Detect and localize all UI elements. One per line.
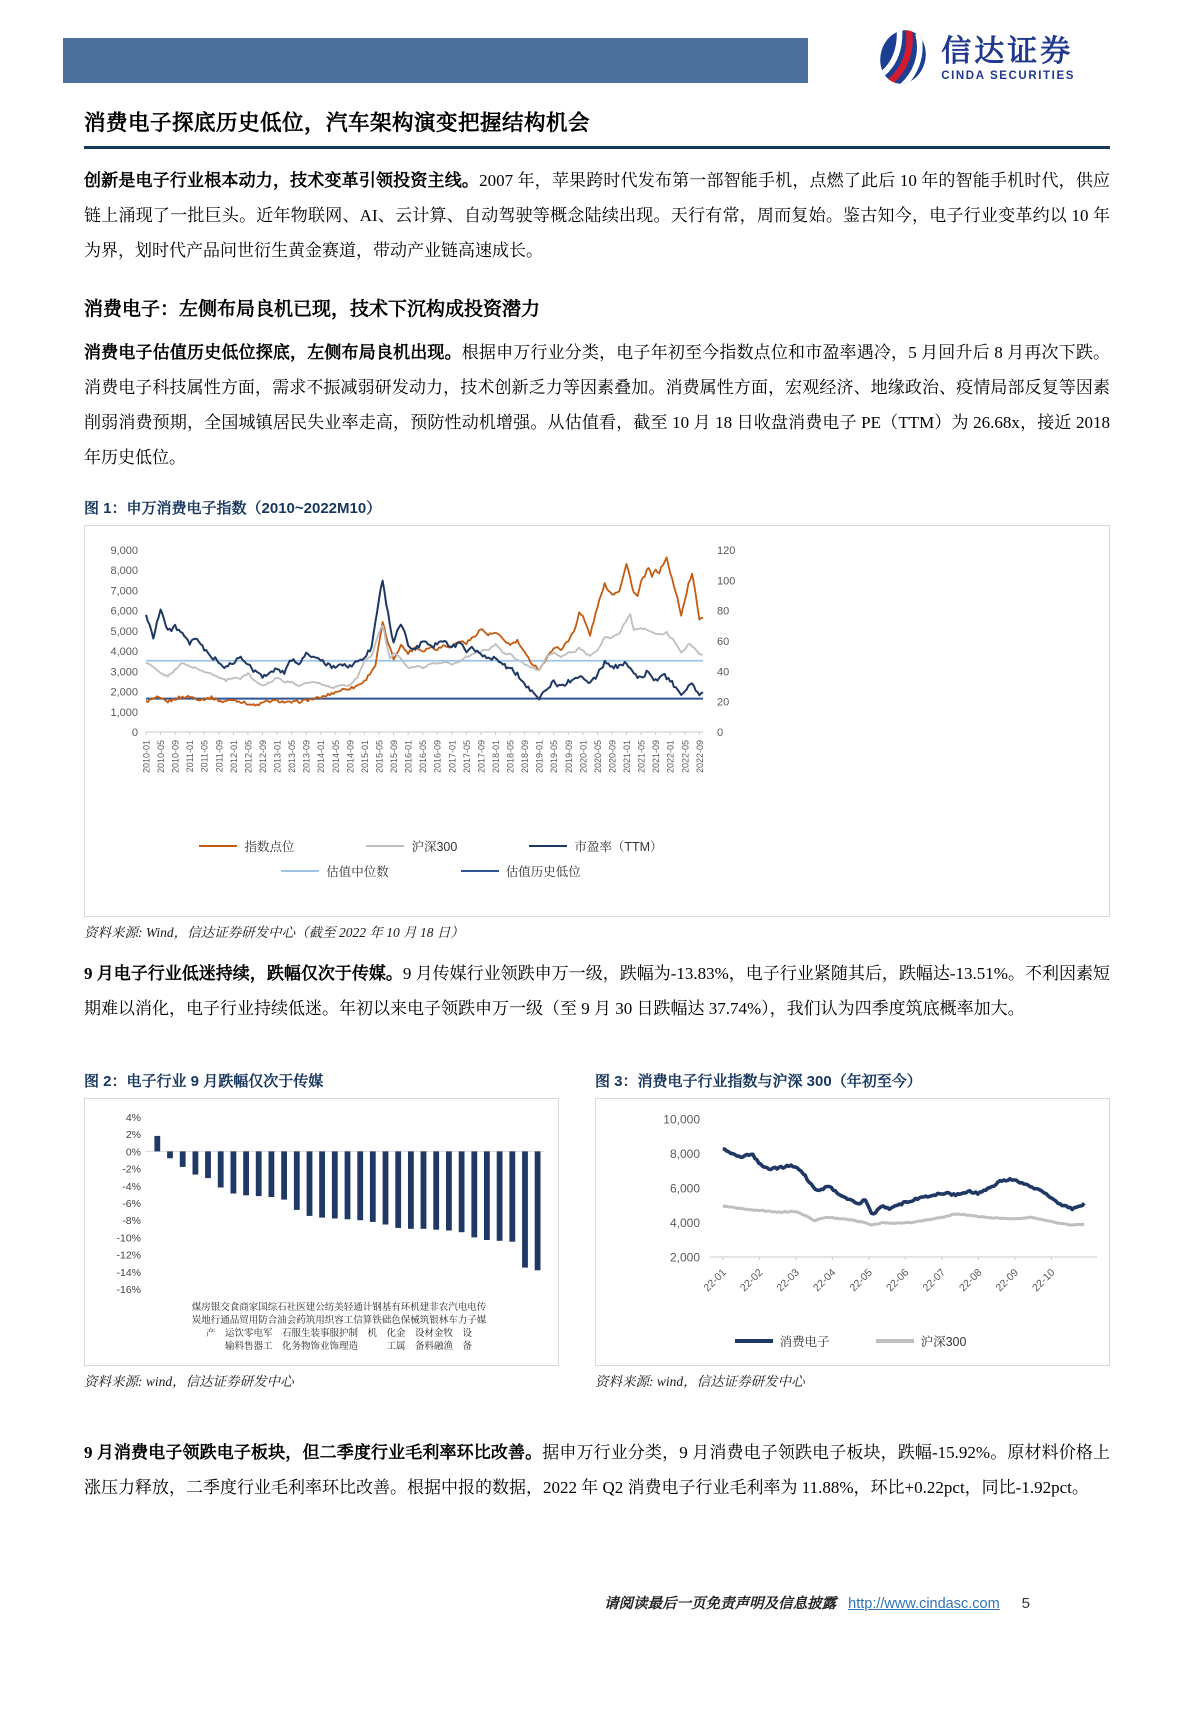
svg-text:2015-09: 2015-09 — [389, 740, 400, 774]
svg-text:8,000: 8,000 — [669, 1147, 700, 1161]
page-footer — [84, 1592, 1030, 1613]
svg-text:3,000: 3,000 — [110, 666, 138, 679]
figure1-line-chart — [91, 536, 1112, 828]
svg-text:6,000: 6,000 — [669, 1181, 700, 1196]
page-title: 消费电子探底历史低位，汽车架构演变把握结构机会 — [84, 111, 591, 135]
legend-swatch — [199, 845, 237, 847]
svg-text:2,000: 2,000 — [110, 686, 138, 699]
figure3-legend — [598, 1328, 1103, 1353]
svg-text:4,000: 4,000 — [669, 1216, 700, 1230]
legend-label: 沪深300 — [920, 1334, 967, 1349]
page-header — [0, 28, 1190, 88]
category-label-line: 炭地行通品贸用防合油会药筑用织容工信算铁础色保械筑银林车力子媒 — [191, 1316, 487, 1326]
legend-swatch — [366, 845, 404, 847]
legend-label: 指数点位 — [244, 839, 295, 854]
paragraph-intro — [84, 163, 1110, 268]
section-heading: 消费电子：左侧布局良机已现，技术下沉构成投资潜力 — [84, 299, 541, 320]
svg-text:2018-05: 2018-05 — [505, 740, 516, 774]
header-blue-bar — [63, 38, 808, 83]
legend-swatch — [735, 1339, 773, 1343]
svg-text:2022-05: 2022-05 — [680, 740, 691, 774]
paragraph-september — [84, 956, 1110, 1026]
svg-text:-12%: -12% — [116, 1249, 141, 1262]
svg-text:2020-09: 2020-09 — [607, 740, 618, 774]
paragraph-valuation — [84, 335, 1110, 475]
svg-text:7,000: 7,000 — [110, 585, 138, 598]
figure1-source: 资料来源: Wind，信达证券研发中心（截至 2022 年 10 月 18 日） — [84, 925, 464, 940]
svg-text:22-08: 22-08 — [956, 1266, 985, 1295]
footer-link[interactable]: http://www.cindasc.com — [848, 1596, 1000, 1612]
svg-text:2011-05: 2011-05 — [199, 740, 210, 773]
svg-text:2,000: 2,000 — [669, 1250, 700, 1265]
svg-text:2014-09: 2014-09 — [345, 740, 356, 774]
svg-text:2014-05: 2014-05 — [330, 740, 341, 774]
svg-text:-16%: -16% — [116, 1284, 141, 1296]
figure3-chart — [595, 1098, 1110, 1366]
legend-swatch — [876, 1339, 914, 1343]
svg-text:0: 0 — [717, 727, 724, 739]
svg-text:22-02: 22-02 — [737, 1266, 766, 1295]
svg-text:22-09: 22-09 — [993, 1266, 1021, 1295]
svg-text:2020-05: 2020-05 — [592, 740, 603, 774]
figure1-chart — [84, 525, 1110, 917]
footer-disclaimer: 请阅读最后一页免责声明及信息披露 — [604, 1596, 837, 1612]
svg-text:2019-09: 2019-09 — [563, 740, 574, 774]
figure3-line-chart — [598, 1107, 1107, 1321]
figure2-bar-chart — [89, 1107, 552, 1297]
svg-text:2014-01: 2014-01 — [316, 740, 327, 774]
legend-swatch — [281, 870, 319, 872]
paragraph-lead: 消费电子估值历史低位探底，左侧布局良机出现。 — [84, 343, 462, 362]
svg-text:120: 120 — [717, 545, 736, 557]
svg-text:2015-05: 2015-05 — [374, 740, 385, 774]
svg-text:2011-09: 2011-09 — [214, 740, 225, 773]
svg-text:-6%: -6% — [122, 1198, 141, 1210]
figure2-chart — [84, 1098, 559, 1366]
svg-text:-14%: -14% — [116, 1266, 141, 1279]
paragraph-lead: 9 月消费电子领跌电子板块，但二季度行业毛利率环比改善。 — [84, 1443, 543, 1462]
svg-text:2021-01: 2021-01 — [622, 740, 633, 774]
paragraph-body: 9 月传媒行业领跌申万一级，跌幅为-13.83%，电子行业紧随其后，跌幅达-13.51%。不利因素短期难以消化，电子行业持续低迷。年初以来电子领跌申万一级（至 9 月 30 日跌幅达 37.74%），我们认为四季度筑底概率加大。 — [84, 964, 1110, 1018]
svg-text:2012-05: 2012-05 — [243, 740, 254, 774]
figure2-category-labels — [141, 1302, 537, 1354]
svg-text:10,000: 10,000 — [663, 1112, 700, 1127]
paragraph-body: 2007 年，苹果跨时代发布第一部智能手机，点燃了此后 10 年的智能手机时代，供应链上涌现了一批巨头。近年物联网、AI、云计算、自动驾驶等概念陆续出现。天行有常，周而复始。鉴古知今，电子行业变革约以 10 年为界，划时代产品问世衍生黄金赛道，带动产业链高速成长。 — [84, 171, 1111, 260]
legend-item — [529, 837, 662, 855]
svg-text:2013-01: 2013-01 — [272, 740, 283, 774]
figure2-title: 图 2：电子行业 9 月跌幅仅次于传媒 — [84, 1073, 324, 1090]
category-label-line: 输料售器工 化务物饰业饰理造 工属 备料融渔 备 — [205, 1342, 472, 1352]
svg-text:2013-09: 2013-09 — [301, 740, 312, 774]
figure2-source: 资料来源: wind，信达证券研发中心 — [84, 1374, 294, 1389]
svg-text:-8%: -8% — [122, 1215, 141, 1228]
figure3-source: 资料来源: wind，信达证券研发中心 — [595, 1374, 805, 1389]
legend-label: 市盈率（TTM） — [574, 839, 663, 854]
svg-text:2012-09: 2012-09 — [257, 740, 268, 774]
svg-text:1,000: 1,000 — [110, 706, 138, 719]
svg-text:2019-01: 2019-01 — [534, 740, 545, 774]
svg-text:2020-01: 2020-01 — [578, 740, 589, 774]
paragraph-lead: 9 月电子行业低迷持续，跌幅仅次于传媒。 — [84, 964, 403, 983]
svg-text:-4%: -4% — [122, 1180, 141, 1193]
svg-text:2022-01: 2022-01 — [665, 740, 676, 774]
svg-text:2017-05: 2017-05 — [461, 740, 472, 774]
svg-text:2017-09: 2017-09 — [476, 740, 487, 774]
svg-text:2%: 2% — [125, 1129, 141, 1142]
paragraph-margin — [84, 1435, 1110, 1505]
legend-item — [199, 837, 294, 855]
svg-text:2021-05: 2021-05 — [636, 740, 647, 774]
svg-text:2015-01: 2015-01 — [359, 740, 370, 774]
legend-label: 消费电子 — [779, 1334, 830, 1349]
brand-swoosh-icon — [875, 28, 931, 91]
svg-text:2010-01: 2010-01 — [141, 740, 152, 774]
svg-text:22-10: 22-10 — [1030, 1266, 1058, 1295]
legend-label: 估值中位数 — [326, 864, 389, 879]
legend-item — [281, 862, 389, 880]
footer-page-number: 5 — [1021, 1595, 1030, 1612]
svg-text:2018-09: 2018-09 — [520, 740, 531, 774]
svg-text:2019-05: 2019-05 — [549, 740, 560, 774]
brand-name: 信达证券 — [941, 34, 1074, 68]
svg-text:2021-09: 2021-09 — [651, 740, 662, 774]
svg-text:2018-01: 2018-01 — [490, 740, 501, 774]
figure3-title: 图 3：消费电子行业指数与沪深 300（年初至今） — [595, 1073, 922, 1090]
svg-text:-2%: -2% — [122, 1163, 141, 1176]
paragraph-body: 据申万行业分类，9 月消费电子领跌电子板块，跌幅-15.92%。原材料价格上涨压力释放，二季度行业毛利率环比改善。根据中报的数据，2022 年 Q2 消费电子行业毛利率为 11.88%，环比+0.22pct，同比-1.92pct。 — [84, 1443, 1110, 1497]
brand-subtitle: CINDA SECURITIES — [941, 69, 1075, 82]
svg-text:2016-09: 2016-09 — [432, 740, 443, 774]
legend-label: 估值历史低位 — [505, 864, 581, 879]
svg-text:2013-05: 2013-05 — [287, 740, 298, 774]
svg-text:2010-05: 2010-05 — [156, 740, 167, 774]
svg-text:80: 80 — [717, 605, 730, 618]
svg-text:22-06: 22-06 — [883, 1266, 912, 1295]
svg-text:6,000: 6,000 — [110, 605, 138, 618]
svg-text:40: 40 — [717, 666, 730, 679]
svg-text:0%: 0% — [125, 1146, 141, 1159]
title-divider — [84, 146, 1110, 149]
svg-text:22-05: 22-05 — [847, 1266, 875, 1295]
svg-text:22-04: 22-04 — [810, 1266, 839, 1295]
category-label-line: 产 运饮零电军 石服生装事服护制 机 化金 设材金牧 设 — [205, 1329, 472, 1339]
svg-text:22-01: 22-01 — [701, 1266, 729, 1295]
brand-logo — [875, 28, 1075, 91]
paragraph-lead: 创新是电子行业根本动力，技术变革引领投资主线。 — [84, 171, 480, 190]
svg-text:4,000: 4,000 — [110, 646, 138, 659]
svg-text:2010-09: 2010-09 — [170, 740, 181, 774]
svg-text:2012-01: 2012-01 — [228, 740, 239, 774]
legend-swatch — [529, 845, 567, 847]
legend-swatch — [461, 870, 499, 872]
legend-item — [461, 862, 581, 880]
svg-text:20: 20 — [717, 696, 730, 709]
svg-text:60: 60 — [717, 636, 730, 648]
svg-text:5,000: 5,000 — [110, 625, 138, 638]
figure1-legend-row-1 — [91, 833, 771, 858]
svg-text:0: 0 — [131, 727, 138, 739]
legend-item — [735, 1332, 830, 1350]
legend-item — [876, 1332, 967, 1350]
figure1-legend-row-2 — [91, 858, 771, 883]
svg-text:2022-09: 2022-09 — [694, 740, 705, 774]
figure1-title: 图 1：申万消费电子指数（2010~2022M10） — [84, 500, 382, 517]
category-label-line: 煤房银交食商家国综石社医建公纺美轻通计钢基有环机建非农汽电电传 — [191, 1303, 487, 1313]
svg-text:2016-01: 2016-01 — [403, 740, 414, 774]
svg-text:22-07: 22-07 — [920, 1266, 948, 1295]
svg-text:4%: 4% — [125, 1112, 141, 1124]
paragraph-body: 根据申万行业分类，电子年初至今指数点位和市盈率遇冷，5 月回升后 8 月再次下跌。消费电子科技属性方面，需求不振减弱研发动力，技术创新乏力等因素叠加。消费属性方面，宏观经济、地缘政治、疫情局部反复等因素削弱消费预期，全国城镇居民失业率走高，预防性动机增强。从估值看，截至 10 月 18 日收盘消费电子 PE（TTM）为 26.68x，接近 2018 年历史低位。 — [84, 343, 1111, 467]
svg-text:2011-01: 2011-01 — [185, 740, 196, 773]
svg-text:22-03: 22-03 — [774, 1266, 802, 1295]
svg-text:-10%: -10% — [116, 1232, 141, 1245]
legend-label: 沪深300 — [411, 839, 458, 854]
svg-text:8,000: 8,000 — [110, 565, 138, 578]
legend-item — [366, 837, 457, 855]
svg-text:9,000: 9,000 — [110, 545, 138, 557]
svg-text:2017-01: 2017-01 — [447, 740, 458, 774]
svg-text:2016-05: 2016-05 — [418, 740, 429, 774]
svg-text:100: 100 — [717, 575, 736, 588]
